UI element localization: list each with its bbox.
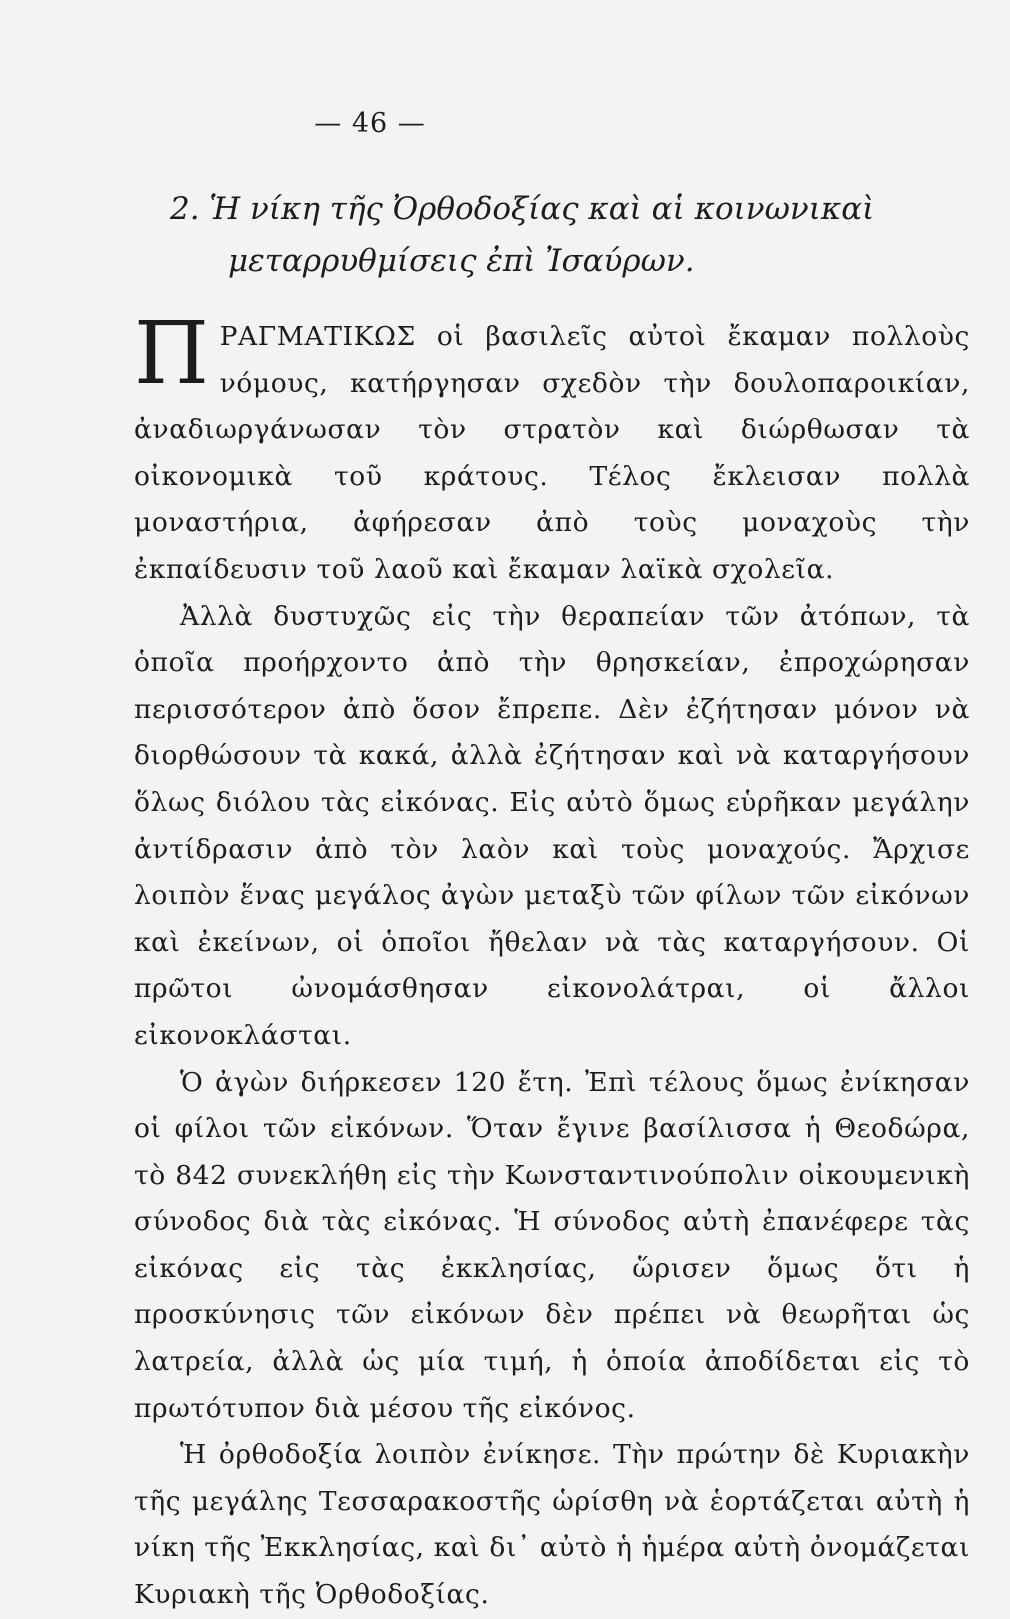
section-heading [170, 183, 970, 287]
section-heading-line-1: 2. Ἡ νίκη τῆς Ὀρθοδοξίας καὶ αἱ κοινωνικαὶ [170, 191, 875, 227]
drop-cap: Π [134, 304, 210, 404]
page-number: — 46 — [314, 108, 426, 139]
body-text [134, 304, 970, 1619]
paragraph-1-text: ΡΑΓΜΑΤΙΚΩΣ οἱ βασιλεῖς αὐτοὶ ἔκαμαν πολλοὺς νόμους, κατήργησαν σχεδὸν τὴν δουλοπαροικίαν, ἀναδιωργάνωσαν τὸν στρατὸν καὶ διώρθωσαν τὰ οἰκονομικὰ τοῦ κράτους. Τέλος ἔκλεισαν πολλὰ μοναστήρια, ἀφήρεσαν ἀπὸ τοὺς μοναχοὺς τὴν ἐκπαίδευσιν τοῦ λαοῦ καὶ ἔκαμαν λαϊκὰ σχολεῖα. [134, 321, 970, 585]
paragraph-2: Ἀλλὰ δυστυχῶς εἰς τὴν θεραπείαν τῶν ἀτόπων, τὰ ὁποῖα προήρχοντο ἀπὸ τὴν θρησκείαν, ἐπροχώρησαν περισσότερον ἀπὸ ὅσον ἔπρεπε. Δὲν ἐζήτησαν μόνον νὰ διορθώσουν τὰ κακά, ἀλλὰ ἐζήτησαν καὶ νὰ καταργήσουν ὅλως διόλου τὰς εἰκόνας. Εἰς αὐτὸ ὅμως εὑρῆκαν μεγάλην ἀντίδρασιν ἀπὸ τὸν λαὸν καὶ τοὺς μοναχούς. Ἄρχισε λοιπὸν ἕνας μεγάλος ἀγὼν μεταξὺ τῶν φίλων τῶν εἰκόνων καὶ ἐκείνων, οἱ ὁποῖοι ἤθελαν νὰ τὰς καταργήσουν. Οἱ πρῶτοι ὠνομάσθησαν εἰκονολάτραι, οἱ ἄλλοι εἰκονοκλάσται. [134, 600, 970, 1051]
paragraph-1 [134, 304, 970, 594]
paragraph-4: Ἡ ὀρθοδοξία λοιπὸν ἐνίκησε. Τὴν πρώτην δὲ Κυριακὴν τῆς μεγάλης Τεσσαρακοστῆς ὡρίσθη νὰ ἑορτάζεται αὐτὴ ἡ νίκη τῆς Ἐκκλησίας, καὶ δι᾿ αὐτὸ ἡ ἡμέρα αὐτὴ ὀνομάζεται Κυριακὴ τῆς Ὀρθοδοξίας. [134, 1439, 970, 1611]
paragraph-3: Ὁ ἀγὼν διήρκεσεν 120 ἔτη. Ἐπὶ τέλους ὅμως ἐνίκησαν οἱ φίλοι τῶν εἰκόνων. Ὅταν ἔγινε βασίλισσα ἡ Θεοδώρα, τὸ 842 συνεκλήθη εἰς τὴν Κωνσταντινούπολιν οἰκουμενικὴ σύνοδος διὰ τὰς εἰκόνας. Ἡ σύνοδος αὐτὴ ἐπανέφερε τὰς εἰκόνας εἰς τὰς ἐκκλησίας, ὥρισεν ὅμως ὅτι ἡ προσκύνησις τῶν εἰκόνων δὲν πρέπει νὰ θεωρῆται ὡς λατρεία, ἀλλὰ ὡς μία τιμή, ἡ ὁποία ἀποδίδεται εἰς τὸ πρωτότυπον διὰ μέσου τῆς εἰκόνος. [134, 1066, 970, 1424]
section-heading-line-2: μεταρρυθμίσεις ἐπὶ Ἰσαύρων. [228, 243, 695, 279]
